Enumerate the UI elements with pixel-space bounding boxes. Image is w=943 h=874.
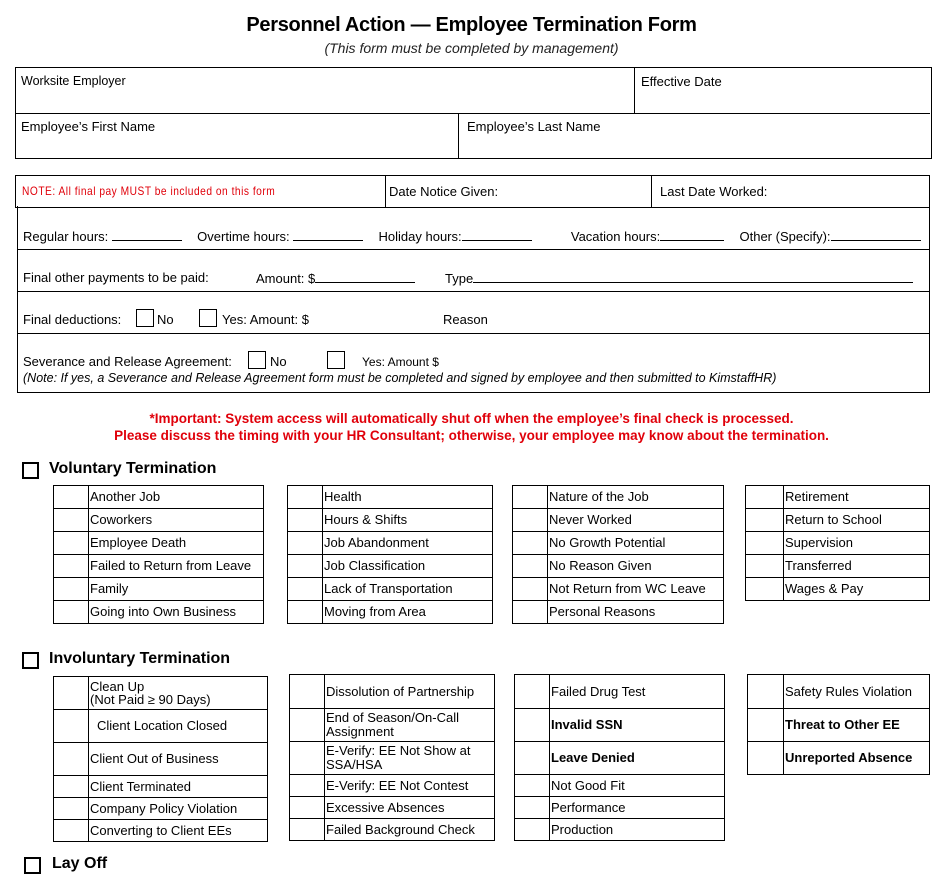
regular-hours-input[interactable] [112,228,182,241]
reason-label: Excessive Absences [325,797,495,819]
reason-label: No Growth Potential [548,532,724,555]
reason-checkbox[interactable] [288,486,323,509]
severance-yes-label: Yes: Amount $ [362,355,439,369]
voluntary-termination-checkbox[interactable] [22,462,39,479]
reason-label: Going into Own Business [89,601,264,624]
reason-label: Hours & Shifts [323,509,493,532]
reason-label: Supervision [784,532,930,555]
important-notice-line2: Please discuss the timing with your HR Consultant; otherwise, your employee may know about the termination. [114,428,829,443]
involuntary-reasons-col4 [747,674,930,775]
reason-label: Another Job [89,486,264,509]
regular-hours-label: Regular hours: [23,229,109,244]
severance-label: Severance and Release Agreement: [23,354,232,369]
employee-info-box [15,67,932,159]
reason-label-line1: Clean Up [90,679,145,694]
reason-checkbox[interactable] [513,555,548,578]
reason-checkbox[interactable] [515,709,550,742]
severance-yes-checkbox[interactable] [327,351,345,369]
reason-label: E-Verify: EE Not Contest [325,775,495,797]
reason-label: Health [323,486,493,509]
reason-label: Retirement [784,486,930,509]
reason-label: Personal Reasons [548,601,724,624]
deductions-reason-label: Reason [443,312,488,327]
voluntary-reasons-col2 [287,485,493,624]
reason-checkbox[interactable] [54,578,89,601]
reason-checkbox[interactable] [288,555,323,578]
reason-checkbox[interactable] [513,578,548,601]
involuntary-termination-checkbox[interactable] [22,652,39,669]
type-input[interactable] [473,270,913,283]
reason-label-line1: E-Verify: EE Not Show at [326,743,471,758]
last-date-worked-field[interactable]: Last Date Worked: [660,184,768,199]
reason-label [89,677,268,710]
overtime-hours-input[interactable] [293,228,363,241]
reason-checkbox[interactable] [513,509,548,532]
voluntary-reasons-col1 [53,485,264,624]
reason-label: Wages & Pay [784,578,930,601]
amount-row [256,270,415,286]
reason-label: Production [550,819,725,841]
other-specify-label: Other (Specify): [739,229,831,244]
final-other-payments-label: Final other payments to be paid: [23,270,209,285]
reason-label-line2: SSA/HSA [326,757,383,772]
reason-checkbox[interactable] [515,819,550,841]
overtime-hours-label: Overtime hours: [197,229,290,244]
involuntary-termination-title: Involuntary Termination [49,650,231,667]
voluntary-reasons-col3 [512,485,724,624]
amount-input[interactable] [315,270,415,283]
reason-label: Transferred [784,555,930,578]
type-row [445,270,913,286]
voluntary-termination-title: Voluntary Termination [49,460,217,477]
reason-checkbox[interactable] [746,532,784,555]
amount-label: Amount: $ [256,271,316,286]
reason-label: Job Classification [323,555,493,578]
holiday-hours-input[interactable] [462,228,532,241]
reason-label: Job Abandonment [323,532,493,555]
reason-checkbox[interactable] [290,709,325,742]
reason-checkbox[interactable] [748,742,784,775]
reason-checkbox[interactable] [290,775,325,797]
reason-checkbox[interactable] [54,743,89,776]
reason-checkbox[interactable] [54,710,89,743]
reason-label [325,709,495,742]
voluntary-reasons-col4 [745,485,930,601]
reason-checkbox[interactable] [515,742,550,775]
last-name-field[interactable]: Employee’s Last Name [467,119,601,134]
reason-label: Failed to Return from Leave [89,555,264,578]
first-name-field[interactable]: Employee’s First Name [21,119,156,134]
reason-label-line2: Assignment [326,724,394,739]
reason-label: Converting to Client EEs [89,820,268,842]
reason-checkbox[interactable] [746,509,784,532]
reason-checkbox[interactable] [290,675,325,709]
severance-no-label: No [270,354,287,369]
lay-off-checkbox[interactable] [24,857,41,874]
reason-checkbox[interactable] [515,797,550,819]
reason-checkbox[interactable] [54,776,89,798]
date-notice-given-field[interactable]: Date Notice Given: [389,184,499,199]
reason-label: Return to School [784,509,930,532]
reason-label: Nature of the Job [548,486,724,509]
reason-checkbox[interactable] [746,555,784,578]
severance-note: (Note: If yes, a Severance and Release Agreement form must be completed and signed by employee and then submitted to KimstaffHR) [23,371,777,385]
reason-label: Safety Rules Violation [784,675,930,709]
reason-label: Lack of Transportation [323,578,493,601]
reason-label: Client Location Closed [89,710,268,743]
reason-label: No Reason Given [548,555,724,578]
final-deductions-label: Final deductions: [23,312,122,327]
other-specify-input[interactable] [831,228,921,241]
type-label: Type [445,271,474,286]
reason-label-line2: (Not Paid ≥ 90 Days) [90,692,211,707]
effective-date-field[interactable]: Effective Date [641,74,722,89]
reason-label: Client Terminated [89,776,268,798]
reason-checkbox[interactable] [288,532,323,555]
deductions-yes-checkbox[interactable] [199,309,217,327]
reason-checkbox[interactable] [515,675,550,709]
reason-checkbox[interactable] [290,797,325,819]
reason-label: Failed Drug Test [550,675,725,709]
page-title: Personnel Action — Employee Termination Form [246,14,697,36]
reason-checkbox[interactable] [515,775,550,797]
deductions-no-label: No [157,312,174,327]
final-pay-box [15,175,930,208]
reason-checkbox[interactable] [746,486,784,509]
reason-checkbox[interactable] [290,742,325,775]
reason-label: Not Return from WC Leave [548,578,724,601]
reason-checkbox[interactable] [54,486,89,509]
reason-checkbox[interactable] [288,601,323,624]
hours-row [23,228,921,244]
lay-off-title: Lay Off [52,855,108,872]
reason-label: Threat to Other EE [784,709,930,742]
reason-label [325,742,495,775]
reason-checkbox[interactable] [748,709,784,742]
holiday-hours-label: Holiday hours: [378,229,462,244]
reason-checkbox[interactable] [54,509,89,532]
reason-label: Leave Denied [550,742,725,775]
reason-checkbox[interactable] [54,820,89,842]
reason-label-line1: End of Season/On-Call [326,710,459,725]
reason-checkbox[interactable] [288,509,323,532]
reason-label: Failed Background Check [325,819,495,841]
final-pay-note: NOTE: All final pay MUST be included on this form [22,184,276,198]
page-subtitle: (This form must be completed by management) [324,40,619,56]
reason-label: Company Policy Violation [89,798,268,820]
reason-checkbox[interactable] [54,677,89,710]
reason-label: Unreported Absence [784,742,930,775]
involuntary-reasons-col1 [53,676,268,842]
deductions-no-checkbox[interactable] [136,309,154,327]
reason-checkbox[interactable] [288,578,323,601]
reason-label: Client Out of Business [89,743,268,776]
reason-label: Not Good Fit [550,775,725,797]
reason-label: Moving from Area [323,601,493,624]
vacation-hours-input[interactable] [660,228,724,241]
pay-details-box [17,206,930,393]
reason-label: Family [89,578,264,601]
reason-checkbox[interactable] [54,601,89,624]
reason-label: Never Worked [548,509,724,532]
involuntary-reasons-col2 [289,674,495,841]
worksite-employer-field[interactable]: Worksite Employer [21,74,126,88]
reason-checkbox[interactable] [513,601,548,624]
reason-checkbox[interactable] [54,532,89,555]
important-notice-line1: *Important: System access will automatically shut off when the employee’s final check is processed. [149,411,794,426]
vacation-hours-label: Vacation hours: [570,229,661,244]
reason-checkbox[interactable] [513,486,548,509]
reason-label: Performance [550,797,725,819]
reason-checkbox[interactable] [54,555,89,578]
reason-checkbox[interactable] [746,578,784,601]
reason-checkbox[interactable] [290,819,325,841]
reason-checkbox[interactable] [513,532,548,555]
reason-checkbox[interactable] [54,798,89,820]
reason-label: Invalid SSN [550,709,725,742]
involuntary-reasons-col3 [514,674,725,841]
reason-label: Dissolution of Partnership [325,675,495,709]
reason-checkbox[interactable] [748,675,784,709]
deductions-yes-amount-label: Yes: Amount: $ [222,312,309,327]
reason-label: Employee Death [89,532,264,555]
reason-label: Coworkers [89,509,264,532]
severance-no-checkbox[interactable] [248,351,266,369]
